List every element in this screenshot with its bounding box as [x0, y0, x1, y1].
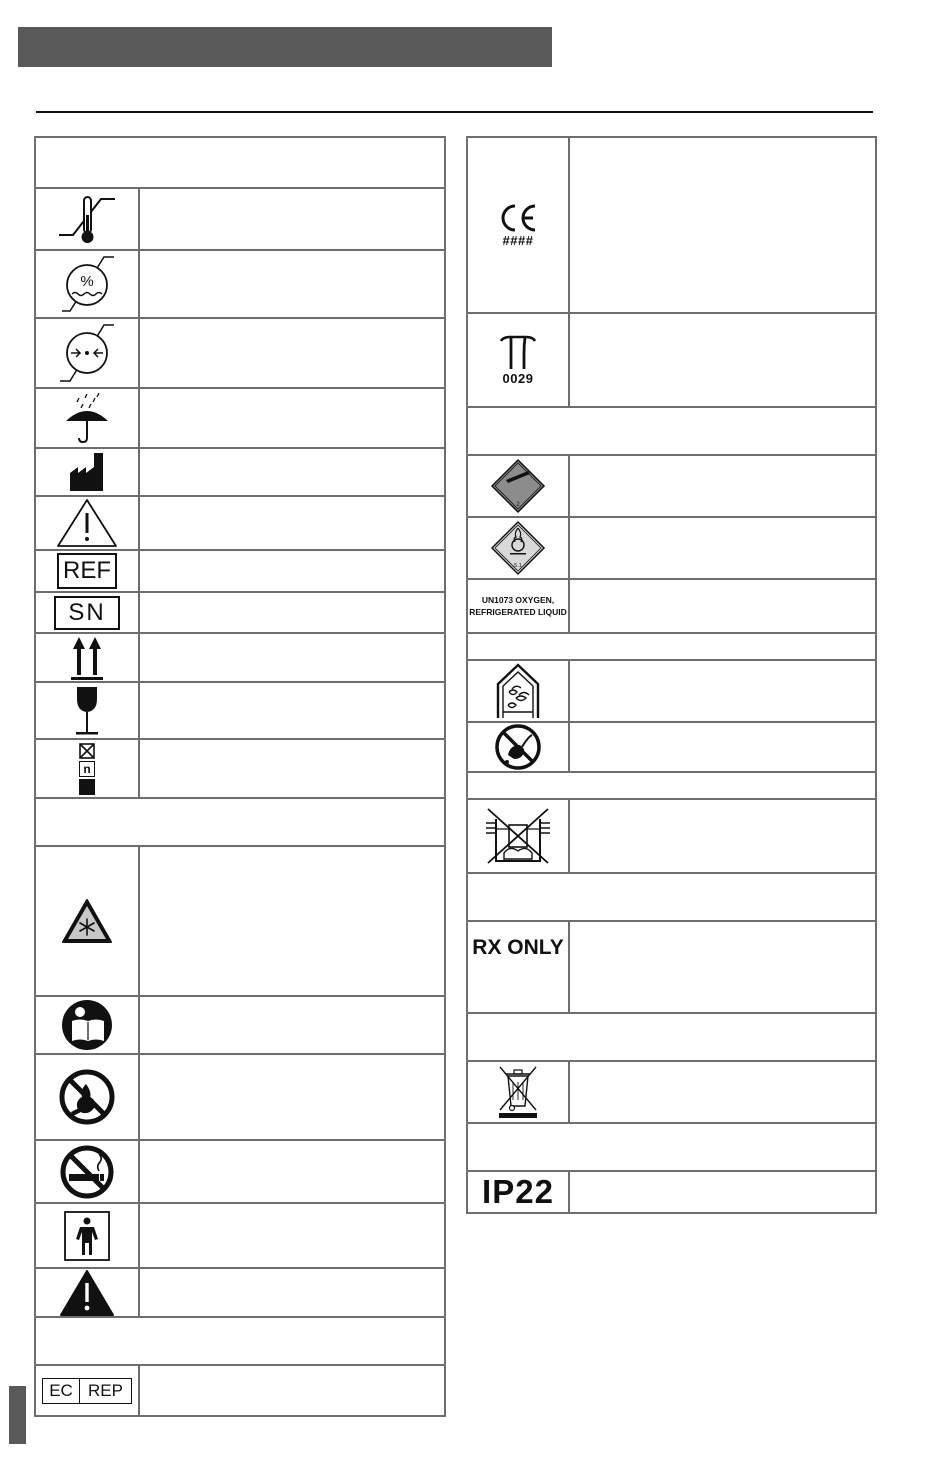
section-header-row: [468, 632, 875, 659]
icon-cell: [468, 1062, 570, 1122]
symbol-row: [36, 1139, 444, 1202]
description-cell: [140, 593, 444, 632]
icon-cell: [36, 189, 140, 249]
symbol-row: [36, 1267, 444, 1316]
indoor-use-icon: [495, 662, 541, 720]
symbol-row: [468, 1060, 875, 1122]
description-cell: [140, 551, 444, 591]
description-cell: [570, 314, 875, 406]
symbol-row: [36, 591, 444, 632]
stack-crossed-box-icon: [79, 743, 95, 759]
symbol-row: [36, 387, 444, 447]
description-cell: [140, 634, 444, 681]
description-cell: [570, 661, 875, 721]
description-cell: [140, 1141, 444, 1202]
description-cell: [570, 580, 875, 632]
non-flammable-gas-icon: [490, 458, 546, 514]
description-cell: [570, 723, 875, 771]
un1073-line-1: UN1073 OXYGEN,: [481, 595, 555, 605]
read-instructions-icon: [61, 999, 113, 1051]
rep-label: REP: [88, 1380, 123, 1400]
icon-cell: [468, 580, 570, 632]
svg-text:2: 2: [516, 502, 520, 508]
ec-label: EC: [49, 1380, 73, 1400]
symbol-row: [36, 495, 444, 549]
description-cell: [140, 1366, 444, 1415]
icon-cell: [36, 1204, 140, 1267]
pressure-limit-icon: [56, 321, 118, 385]
symbol-row: [36, 845, 444, 995]
un1073-line-2: REFRIGERATED LIQUID: [469, 607, 567, 617]
symbol-row: [468, 721, 875, 771]
description-cell: [140, 683, 444, 738]
header-bar: [18, 27, 552, 67]
icon-cell: [36, 497, 140, 549]
ref-label: REF: [63, 557, 111, 584]
stacking-limit-icon: [78, 743, 96, 795]
symbol-row: [36, 681, 444, 738]
section-header-row: [468, 872, 875, 920]
symbol-row: [36, 317, 444, 387]
symbol-row: [36, 187, 444, 249]
description-cell: [140, 319, 444, 387]
stack-count-box: [79, 761, 95, 777]
description-cell: [140, 497, 444, 549]
no-oil-grease-icon: [494, 723, 542, 771]
serial-number-icon: [54, 596, 120, 630]
symbol-row: [468, 798, 875, 872]
icon-cell: [36, 997, 140, 1053]
description-cell: [140, 1269, 444, 1316]
symbol-row: [468, 138, 875, 312]
icon-cell: [468, 314, 570, 406]
icon-cell: [36, 1269, 140, 1316]
symbol-row: [36, 1364, 444, 1415]
section-header-row: [36, 138, 444, 187]
symbol-row: [36, 549, 444, 591]
symbols-table-left: [34, 136, 446, 1417]
description-cell: [140, 1204, 444, 1267]
general-warning-icon: [59, 1269, 115, 1317]
rx-only-label: RX ONLY: [472, 936, 564, 959]
ref-icon: [57, 553, 117, 589]
un1073-label: [469, 594, 567, 618]
icon-cell: [36, 319, 140, 387]
page-edge-tab: [9, 1386, 26, 1444]
icon-cell: [36, 1055, 140, 1139]
svg-text:5.1: 5.1: [514, 563, 522, 569]
symbol-row: [36, 995, 444, 1053]
description-cell: [570, 1062, 875, 1122]
low-temperature-warning-icon: [61, 898, 113, 944]
description-cell: [140, 449, 444, 495]
symbol-row: [468, 1170, 875, 1212]
description-cell: [570, 456, 875, 516]
symbol-row: [468, 454, 875, 516]
icon-cell: [36, 740, 140, 797]
fragile-icon: [72, 685, 102, 737]
sn-label: SN: [68, 598, 106, 626]
description-cell: [570, 800, 875, 872]
temperature-limit-icon: [57, 191, 117, 247]
icon-cell: [36, 593, 140, 632]
icon-cell: [36, 683, 140, 738]
description-cell: [570, 518, 875, 578]
symbol-row: [468, 578, 875, 632]
stack-count-label: n: [83, 761, 91, 776]
symbol-row: [468, 659, 875, 721]
header-rule: [36, 111, 873, 113]
svg-text:%: %: [80, 273, 94, 290]
symbol-row: [36, 632, 444, 681]
description-cell: [140, 189, 444, 249]
no-open-flame-icon: [58, 1068, 116, 1126]
icon-cell: [468, 800, 570, 872]
symbol-row: [36, 1053, 444, 1139]
description-cell: [570, 138, 875, 312]
pi-mark-icon: [498, 335, 538, 386]
symbol-row: [36, 1202, 444, 1267]
symbol-row: [36, 738, 444, 797]
ec-box: [43, 1379, 80, 1403]
icon-cell: [36, 449, 140, 495]
this-way-up-icon: [70, 635, 104, 681]
description-cell: [570, 922, 875, 1012]
symbol-row: [36, 249, 444, 317]
ce-mark-icon: [498, 203, 538, 248]
icon-cell: [468, 723, 570, 771]
type-b-applied-part-icon: [64, 1211, 110, 1261]
caution-icon: [56, 498, 118, 548]
description-cell: [140, 997, 444, 1053]
icon-cell: [468, 456, 570, 516]
icon-cell: [36, 1141, 140, 1202]
pi-number: 0029: [502, 370, 534, 386]
symbol-row: [468, 920, 875, 1012]
icon-cell: [468, 661, 570, 721]
section-header-row: [468, 406, 875, 454]
description-cell: [140, 1055, 444, 1139]
icon-cell: [468, 518, 570, 578]
do-not-immerse-icon: [482, 805, 554, 867]
description-cell: [140, 740, 444, 797]
ip22-label: IP22: [482, 1173, 554, 1210]
icon-cell: [468, 138, 570, 312]
icon-cell: [36, 251, 140, 317]
no-smoking-icon: [59, 1144, 115, 1200]
humidity-limit-icon: [56, 253, 118, 315]
section-header-row: [468, 1122, 875, 1170]
ce-symbol-icon: [498, 203, 538, 233]
ec-rep-icon: [42, 1378, 132, 1404]
pi-symbol-icon: [498, 335, 538, 371]
section-header-row: [36, 797, 444, 845]
oxidizer-icon: [490, 520, 546, 576]
symbols-table-right: [466, 136, 877, 1214]
stack-base-box: [79, 779, 95, 795]
symbol-row: [36, 447, 444, 495]
icon-cell: [36, 551, 140, 591]
weee-icon: [496, 1064, 540, 1120]
symbol-row: [468, 516, 875, 578]
icon-cell: [36, 847, 140, 995]
ce-number: ####: [502, 232, 534, 248]
description-cell: [140, 847, 444, 995]
icon-cell: [36, 389, 140, 447]
icon-cell: [36, 1366, 140, 1415]
manufacturer-icon: [68, 451, 106, 493]
section-header-row: [468, 1012, 875, 1060]
icon-cell: [468, 922, 570, 1012]
icon-cell: [36, 634, 140, 681]
section-header-row: [36, 1316, 444, 1364]
icon-cell: [468, 1172, 570, 1212]
section-header-row: [468, 771, 875, 798]
rep-box: [80, 1379, 131, 1403]
keep-dry-icon: [62, 391, 112, 445]
symbol-row: [468, 312, 875, 406]
description-cell: [140, 389, 444, 447]
description-cell: [140, 251, 444, 317]
description-cell: [570, 1172, 875, 1212]
